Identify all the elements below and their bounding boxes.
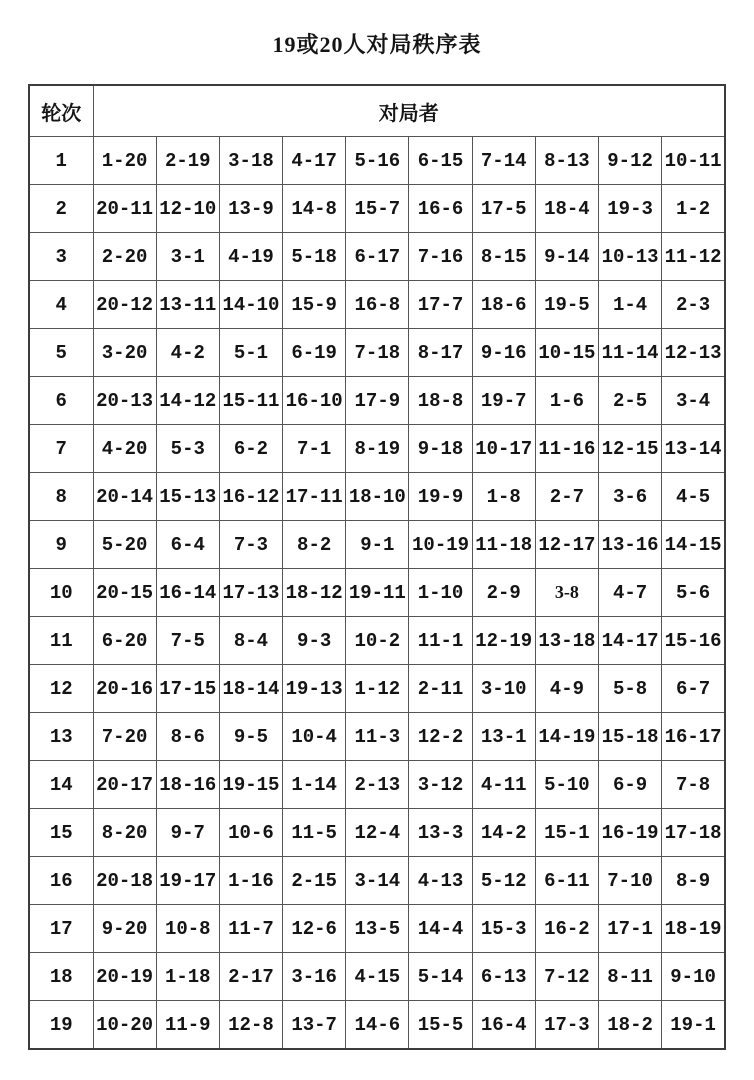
pairing-cell: 16-8	[346, 281, 409, 329]
pairing-cell: 13-14	[662, 425, 725, 473]
pairing-cell: 15-18	[599, 713, 662, 761]
pairing-cell: 20-14	[93, 473, 156, 521]
pairing-cell: 20-13	[93, 377, 156, 425]
pairing-cell: 1-2	[662, 185, 725, 233]
round-number-cell: 15	[29, 809, 93, 857]
pairing-cell: 10-19	[409, 521, 472, 569]
pairing-cell: 7-3	[219, 521, 282, 569]
pairing-cell: 14-19	[535, 713, 598, 761]
table-row	[29, 473, 725, 521]
pairing-cell: 8-9	[662, 857, 725, 905]
table-row	[29, 761, 725, 809]
pairing-cell: 20-16	[93, 665, 156, 713]
pairing-cell: 3-4	[662, 377, 725, 425]
pairing-cell: 19-15	[219, 761, 282, 809]
pairing-cell: 2-7	[535, 473, 598, 521]
pairing-cell: 18-14	[219, 665, 282, 713]
pairing-cell: 9-10	[662, 953, 725, 1001]
pairing-cell: 20-17	[93, 761, 156, 809]
pairing-cell: 16-6	[409, 185, 472, 233]
pairing-cell: 13-9	[219, 185, 282, 233]
pairing-cell: 2-3	[662, 281, 725, 329]
round-number-cell: 8	[29, 473, 93, 521]
pairing-cell: 11-1	[409, 617, 472, 665]
pairing-cell: 14-4	[409, 905, 472, 953]
pairing-cell: 6-19	[283, 329, 346, 377]
pairing-cell: 12-13	[662, 329, 725, 377]
round-number-cell: 14	[29, 761, 93, 809]
pairing-cell: 17-9	[346, 377, 409, 425]
pairing-cell: 4-19	[219, 233, 282, 281]
round-column-header: 轮次	[29, 85, 93, 137]
pairing-cell: 12-2	[409, 713, 472, 761]
pairing-cell: 5-14	[409, 953, 472, 1001]
table-row	[29, 521, 725, 569]
round-number-cell: 17	[29, 905, 93, 953]
pairing-cell: 8-15	[472, 233, 535, 281]
page-title: 19或20人对局秩序表	[272, 32, 482, 57]
pairing-cell: 10-6	[219, 809, 282, 857]
pairing-cell: 10-17	[472, 425, 535, 473]
pairing-cell: 16-19	[599, 809, 662, 857]
pairing-cell: 7-1	[283, 425, 346, 473]
round-number-cell: 13	[29, 713, 93, 761]
pairing-cell: 15-11	[219, 377, 282, 425]
pairing-cell: 3-20	[93, 329, 156, 377]
pairing-cell: 19-1	[662, 1001, 725, 1050]
pairing-cell: 11-16	[535, 425, 598, 473]
pairing-cell: 19-9	[409, 473, 472, 521]
pairing-cell: 14-10	[219, 281, 282, 329]
pairing-cell: 18-16	[156, 761, 219, 809]
pairing-cell: 10-11	[662, 137, 725, 185]
pairing-cell: 12-8	[219, 1001, 282, 1050]
pairing-cell: 14-15	[662, 521, 725, 569]
table-row	[29, 953, 725, 1001]
table-row	[29, 425, 725, 473]
pairing-cell: 8-6	[156, 713, 219, 761]
pairing-cell: 16-4	[472, 1001, 535, 1050]
round-number-cell: 12	[29, 665, 93, 713]
pairing-cell: 9-20	[93, 905, 156, 953]
pairing-cell: 13-7	[283, 1001, 346, 1050]
pairing-cell: 18-4	[535, 185, 598, 233]
pairing-cell: 18-6	[472, 281, 535, 329]
pairing-cell: 8-20	[93, 809, 156, 857]
pairing-cell: 4-15	[346, 953, 409, 1001]
pairing-cell: 9-12	[599, 137, 662, 185]
round-number-cell: 11	[29, 617, 93, 665]
pairing-cell: 18-12	[283, 569, 346, 617]
pairing-cell: 11-18	[472, 521, 535, 569]
pairing-cell: 1-6	[535, 377, 598, 425]
pairing-cell: 13-11	[156, 281, 219, 329]
pairing-cell: 13-1	[472, 713, 535, 761]
pairing-cell: 7-8	[662, 761, 725, 809]
pairing-cell: 15-5	[409, 1001, 472, 1050]
pairing-cell: 13-16	[599, 521, 662, 569]
pairing-cell: 1-18	[156, 953, 219, 1001]
pairing-cell: 18-8	[409, 377, 472, 425]
pairing-cell: 13-5	[346, 905, 409, 953]
pairing-cell: 4-7	[599, 569, 662, 617]
round-number-cell: 5	[29, 329, 93, 377]
pairing-cell: 17-1	[599, 905, 662, 953]
pairing-cell: 12-4	[346, 809, 409, 857]
pairing-cell: 3-10	[472, 665, 535, 713]
players-column-header: 对局者	[93, 85, 725, 137]
header-row	[29, 85, 725, 137]
pairing-cell: 1-8	[472, 473, 535, 521]
pairing-cell: 12-6	[283, 905, 346, 953]
pairing-cell: 5-6	[662, 569, 725, 617]
table-row	[29, 1001, 725, 1050]
pairing-cell: 6-17	[346, 233, 409, 281]
pairing-cell: 3-8	[535, 569, 598, 617]
pairing-cell: 17-15	[156, 665, 219, 713]
pairing-cell: 17-11	[283, 473, 346, 521]
pairing-cell: 4-5	[662, 473, 725, 521]
pairing-cell: 5-10	[535, 761, 598, 809]
pairing-cell: 17-3	[535, 1001, 598, 1050]
pairing-cell: 9-3	[283, 617, 346, 665]
pairing-cell: 4-11	[472, 761, 535, 809]
round-number-cell: 2	[29, 185, 93, 233]
round-number-cell: 16	[29, 857, 93, 905]
pairing-cell: 6-15	[409, 137, 472, 185]
pairing-cell: 10-4	[283, 713, 346, 761]
pairing-cell: 16-17	[662, 713, 725, 761]
pairing-cell: 14-8	[283, 185, 346, 233]
pairing-cell: 10-2	[346, 617, 409, 665]
pairing-cell: 20-18	[93, 857, 156, 905]
table-row	[29, 329, 725, 377]
pairing-cell: 4-17	[283, 137, 346, 185]
pairing-cell: 9-1	[346, 521, 409, 569]
pairing-cell: 12-19	[472, 617, 535, 665]
pairing-cell: 1-20	[93, 137, 156, 185]
round-number-cell: 4	[29, 281, 93, 329]
pairing-cell: 2-20	[93, 233, 156, 281]
table-row	[29, 185, 725, 233]
pairing-cell: 17-13	[219, 569, 282, 617]
pairing-cell: 9-16	[472, 329, 535, 377]
pairing-cell: 16-14	[156, 569, 219, 617]
pairing-cell: 8-4	[219, 617, 282, 665]
pairing-cell: 14-12	[156, 377, 219, 425]
pairing-cell: 9-7	[156, 809, 219, 857]
pairing-cell: 19-5	[535, 281, 598, 329]
pairing-cell: 12-17	[535, 521, 598, 569]
pairing-cell: 3-16	[283, 953, 346, 1001]
pairing-cell: 11-3	[346, 713, 409, 761]
pairing-cell: 6-11	[535, 857, 598, 905]
table-row	[29, 857, 725, 905]
pairing-cell: 2-5	[599, 377, 662, 425]
pairing-cell: 3-6	[599, 473, 662, 521]
pairing-cell: 1-12	[346, 665, 409, 713]
pairing-cell: 8-17	[409, 329, 472, 377]
pairing-cell: 16-2	[535, 905, 598, 953]
pairing-cell: 19-13	[283, 665, 346, 713]
pairing-cell: 19-17	[156, 857, 219, 905]
pairing-cell: 8-19	[346, 425, 409, 473]
pairing-cell: 9-14	[535, 233, 598, 281]
pairing-cell: 10-20	[93, 1001, 156, 1050]
round-number-cell: 9	[29, 521, 93, 569]
pairing-cell: 18-2	[599, 1001, 662, 1050]
pairing-cell: 5-20	[93, 521, 156, 569]
pairing-cell: 6-13	[472, 953, 535, 1001]
pairing-cell: 14-2	[472, 809, 535, 857]
pairing-table	[28, 84, 726, 1050]
pairing-cell: 19-7	[472, 377, 535, 425]
table-row	[29, 233, 725, 281]
pairing-cell: 18-10	[346, 473, 409, 521]
pairing-cell: 19-3	[599, 185, 662, 233]
pairing-cell: 5-18	[283, 233, 346, 281]
pairing-cell: 15-3	[472, 905, 535, 953]
pairing-cell: 15-16	[662, 617, 725, 665]
round-number-cell: 3	[29, 233, 93, 281]
pairing-cell: 17-5	[472, 185, 535, 233]
pairing-cell: 9-18	[409, 425, 472, 473]
pairing-cell: 3-18	[219, 137, 282, 185]
pairing-cell: 4-9	[535, 665, 598, 713]
pairing-cell: 11-5	[283, 809, 346, 857]
pairing-cell: 1-14	[283, 761, 346, 809]
pairing-cell: 8-13	[535, 137, 598, 185]
pairing-cell: 7-14	[472, 137, 535, 185]
pairing-cell: 15-13	[156, 473, 219, 521]
pairing-cell: 2-13	[346, 761, 409, 809]
round-number-cell: 18	[29, 953, 93, 1001]
pairing-cell: 18-19	[662, 905, 725, 953]
pairing-cell: 6-7	[662, 665, 725, 713]
round-number-cell: 7	[29, 425, 93, 473]
pairing-cell: 4-20	[93, 425, 156, 473]
table-row	[29, 377, 725, 425]
pairing-cell: 8-11	[599, 953, 662, 1001]
pairing-cell: 2-9	[472, 569, 535, 617]
pairing-cell: 13-18	[535, 617, 598, 665]
round-number-cell: 1	[29, 137, 93, 185]
pairing-cell: 2-19	[156, 137, 219, 185]
pairing-cell: 5-3	[156, 425, 219, 473]
pairing-cell: 1-4	[599, 281, 662, 329]
pairing-cell: 19-11	[346, 569, 409, 617]
pairing-cell: 16-12	[219, 473, 282, 521]
pairing-cell: 2-17	[219, 953, 282, 1001]
pairing-cell: 5-8	[599, 665, 662, 713]
table-row	[29, 617, 725, 665]
pairing-cell: 5-1	[219, 329, 282, 377]
pairing-cell: 9-5	[219, 713, 282, 761]
pairing-cell: 4-13	[409, 857, 472, 905]
pairing-cell: 14-6	[346, 1001, 409, 1050]
pairing-cell: 4-2	[156, 329, 219, 377]
table-row	[29, 569, 725, 617]
table-row	[29, 137, 725, 185]
pairing-cell: 15-1	[535, 809, 598, 857]
pairing-cell: 15-9	[283, 281, 346, 329]
pairing-cell: 7-18	[346, 329, 409, 377]
pairing-cell: 20-12	[93, 281, 156, 329]
pairing-cell: 17-7	[409, 281, 472, 329]
pairing-cell: 10-13	[599, 233, 662, 281]
pairing-cell: 10-8	[156, 905, 219, 953]
pairing-cell: 10-15	[535, 329, 598, 377]
table-row	[29, 665, 725, 713]
table-row	[29, 281, 725, 329]
pairing-cell: 7-5	[156, 617, 219, 665]
pairing-cell: 7-20	[93, 713, 156, 761]
pairing-cell: 3-1	[156, 233, 219, 281]
pairing-cell: 15-7	[346, 185, 409, 233]
pairing-cell: 8-2	[283, 521, 346, 569]
pairing-cell: 20-11	[93, 185, 156, 233]
pairing-cell: 11-14	[599, 329, 662, 377]
pairing-cell: 6-9	[599, 761, 662, 809]
pairing-cell: 3-14	[346, 857, 409, 905]
table-row	[29, 713, 725, 761]
pairing-cell: 14-17	[599, 617, 662, 665]
pairing-cell: 17-18	[662, 809, 725, 857]
pairing-cell: 12-15	[599, 425, 662, 473]
pairing-cell: 2-15	[283, 857, 346, 905]
table-row	[29, 905, 725, 953]
pairing-cell: 7-16	[409, 233, 472, 281]
pairing-cell: 7-12	[535, 953, 598, 1001]
pairing-cell: 6-4	[156, 521, 219, 569]
pairing-cell: 13-3	[409, 809, 472, 857]
round-number-cell: 6	[29, 377, 93, 425]
round-number-cell: 10	[29, 569, 93, 617]
round-number-cell: 19	[29, 1001, 93, 1050]
pairing-cell: 2-11	[409, 665, 472, 713]
pairing-cell: 5-12	[472, 857, 535, 905]
pairing-cell: 16-10	[283, 377, 346, 425]
pairing-cell: 11-9	[156, 1001, 219, 1050]
pairing-cell: 6-20	[93, 617, 156, 665]
pairing-cell: 3-12	[409, 761, 472, 809]
table-row	[29, 809, 725, 857]
pairing-cell: 12-10	[156, 185, 219, 233]
pairing-cell: 1-10	[409, 569, 472, 617]
pairing-cell: 20-19	[93, 953, 156, 1001]
pairing-cell: 11-12	[662, 233, 725, 281]
pairing-cell: 11-7	[219, 905, 282, 953]
pairing-cell: 5-16	[346, 137, 409, 185]
pairing-cell: 7-10	[599, 857, 662, 905]
pairing-cell: 6-2	[219, 425, 282, 473]
pairing-cell: 20-15	[93, 569, 156, 617]
pairing-cell: 1-16	[219, 857, 282, 905]
